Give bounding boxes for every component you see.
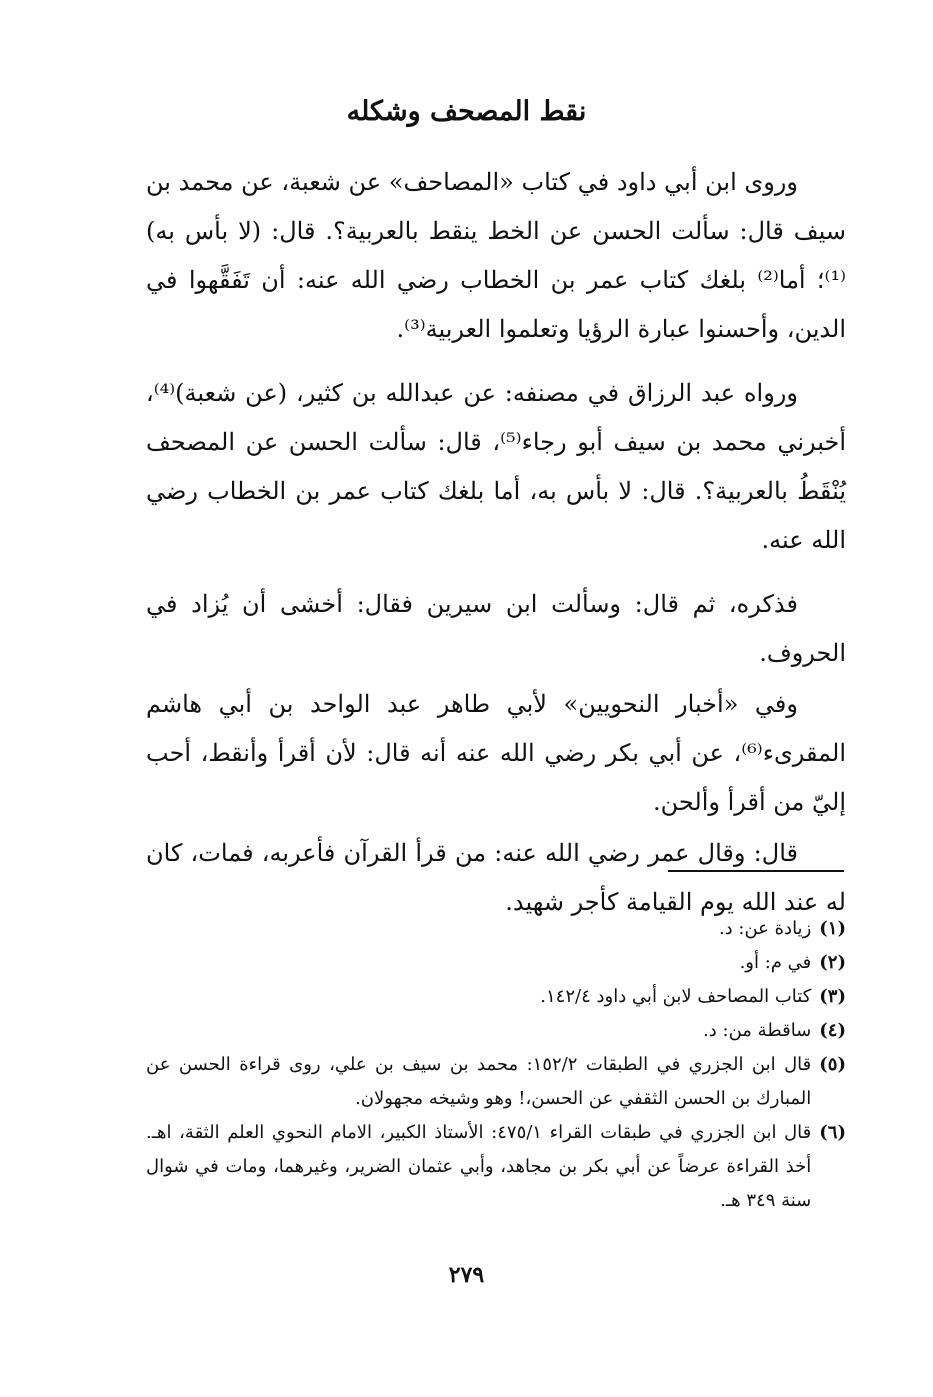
footnote-2 xyxy=(146,946,846,980)
footnote-number: (٥) xyxy=(819,1054,846,1075)
footnote-3 xyxy=(146,980,846,1014)
footnote-text: في م: أو. xyxy=(739,952,812,973)
paragraph-5: قال: وقال عمر رضي الله عنه: من قرأ القرآن فأعربه، فمات، كان له عند الله يوم القيامة كأجر شهيد. xyxy=(146,839,846,916)
footnote-text: قال ابن الجزري في طبقات القراء ٤٧٥/١: الأستاذ الكبير، الامام النحوي العلم الثقة، اهـ. أخذ القراءة عرضاً عن أبي بكر بن مجاهد، وأبي عثمان الضرير، وغيرهما، ومات في شوال سنة ٣٤٩ هـ. xyxy=(146,1122,812,1211)
page-number: ٢٧٩ xyxy=(448,1262,485,1288)
footnote-text: زيادة عن: د. xyxy=(718,918,812,939)
running-title: نقط المصحف وشكله xyxy=(346,96,587,127)
footnote-number: (٤) xyxy=(819,1020,846,1041)
paragraph-4: وفي «أخبار النحويين» لأبي طاهر عبد الواحد بن أبي هاشم المقرىء⁽⁶⁾، عن أبي بكر رضي الله عنه أنه قال: لأن أقرأ وأنقط، أحب إليّ من أقرأ وألحن. xyxy=(146,690,846,816)
footnote-text: ساقطة من: د. xyxy=(703,1020,812,1041)
footnote-number: (٣) xyxy=(819,986,846,1007)
footnote-5 xyxy=(146,1048,846,1116)
footnote-number: (٦) xyxy=(819,1122,846,1143)
footnote-separator xyxy=(668,870,844,872)
footnote-number: (١) xyxy=(819,918,846,939)
footnote-text: قال ابن الجزري في الطبقات ١٥٢/٢: محمد بن سيف بن علي، روى قراءة الحسن عن المبارك بن الحسن الثقفي عن الحسن،! وهو وشيخه مجهولان. xyxy=(146,1054,812,1109)
paragraph-1: وروى ابن أبي داود في كتاب «المصاحف» عن شعبة، عن محمد بن سيف قال: سألت الحسن عن الخط ينقط بالعربية؟. قال: (لا بأس به)⁽¹⁾؛ أما⁽²⁾ بلغك كتاب عمر بن الخطاب رضي الله عنه: أن تَفَقَّهوا في الدين، وأحسنوا عبارة الرؤيا وتعلموا العربية⁽³⁾. xyxy=(146,168,846,343)
footnotes xyxy=(146,912,846,1218)
footnote-4 xyxy=(146,1014,846,1048)
main-text xyxy=(146,158,846,942)
paragraph-2: ورواه عبد الرزاق في مصنفه: عن عبدالله بن كثير، (عن شعبة)⁽⁴⁾، أخبرني محمد بن سيف أبو رجاء⁽⁵⁾، قال: سألت الحسن عن المصحف يُنْقَطُ بالعربية؟. قال: لا بأس به، أما بلغك كتاب عمر بن الخطاب رضي الله عنه. xyxy=(146,379,847,554)
footnote-1 xyxy=(146,912,846,946)
footnote-6 xyxy=(146,1116,846,1218)
footnote-text: كتاب المصاحف لابن أبي داود ١٤٢/٤. xyxy=(540,986,812,1007)
footnote-number: (٢) xyxy=(819,952,846,973)
paragraph-3: فذكره، ثم قال: وسألت ابن سيرين فقال: أخشى أن يُزاد في الحروف. xyxy=(146,590,846,667)
